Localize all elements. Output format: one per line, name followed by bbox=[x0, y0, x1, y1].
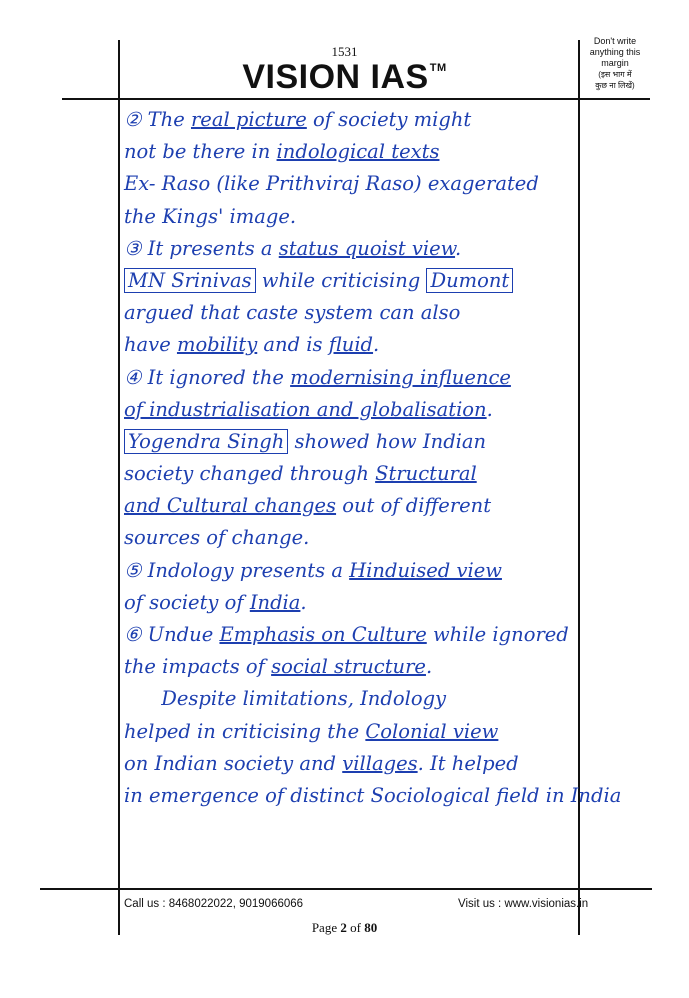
page-sep: of bbox=[346, 920, 365, 935]
boxed-name: MN Srinivas bbox=[124, 268, 256, 293]
answer-text: ② The bbox=[124, 108, 191, 131]
answer-text: . bbox=[455, 236, 462, 260]
answer-text: ③ It presents a bbox=[124, 236, 279, 260]
footer-call: Call us : 8468022022, 9019066066 bbox=[124, 898, 304, 910]
underlined-text: of industrialisation and globalisation bbox=[124, 397, 487, 421]
answer-text: Ex- Raso (like Prithviraj Raso) exagerated bbox=[124, 172, 539, 196]
answer-text: . bbox=[373, 333, 380, 357]
answer-text: showed how Indian bbox=[288, 429, 487, 453]
boxed-name: Dumont bbox=[426, 268, 513, 293]
answer-text: argued that caste system can also bbox=[124, 301, 461, 325]
answer-line bbox=[124, 265, 594, 297]
underlined-text: Emphasis on Culture bbox=[219, 623, 427, 646]
answer-line bbox=[124, 329, 594, 361]
boxed-name: Yogendra Singh bbox=[124, 429, 288, 454]
answer-text: Despite limitations, Indology bbox=[124, 687, 447, 711]
margin-note bbox=[584, 36, 646, 91]
answer-text: of society of bbox=[124, 590, 250, 614]
answer-text: the Kings' image. bbox=[124, 204, 297, 228]
underlined-text: fluid bbox=[328, 333, 374, 357]
answer-line bbox=[124, 490, 594, 522]
margin-note-en-2: anything this bbox=[589, 47, 641, 57]
page-total: 80 bbox=[364, 920, 378, 935]
answer-line bbox=[124, 201, 594, 233]
page-current: 2 bbox=[340, 920, 347, 935]
answer-line bbox=[124, 426, 594, 458]
answer-line bbox=[124, 748, 594, 780]
answer-line bbox=[124, 683, 594, 715]
answer-text: society changed through bbox=[124, 462, 376, 486]
answer-line bbox=[124, 651, 594, 683]
answer-text: . bbox=[486, 397, 493, 421]
answer-line bbox=[124, 233, 594, 265]
answer-text: have bbox=[124, 333, 177, 357]
answer-text: . bbox=[425, 655, 433, 679]
underlined-text: real picture bbox=[190, 108, 307, 131]
answer-text: out of different bbox=[336, 494, 492, 518]
answer-text: not be there in bbox=[124, 140, 277, 164]
answer-line bbox=[124, 458, 594, 490]
margin-note-en-3: margin bbox=[601, 58, 629, 68]
answer-line bbox=[124, 555, 594, 587]
answer-line bbox=[124, 104, 594, 136]
answer-line bbox=[124, 297, 594, 329]
brand-name: VISION IAS bbox=[242, 58, 429, 96]
answer-text: while ignored bbox=[426, 623, 569, 646]
answer-line bbox=[124, 522, 594, 554]
answer-text: . bbox=[300, 590, 307, 614]
answer-text: . It helped bbox=[417, 751, 519, 775]
answer-line bbox=[124, 362, 594, 394]
answer-line bbox=[124, 780, 622, 812]
handwritten-answer bbox=[124, 104, 622, 812]
underlined-text: India bbox=[249, 590, 301, 614]
answer-text: in emergence of distinct Sociological field in India bbox=[124, 783, 622, 807]
answer-text: ⑤ Indology presents a bbox=[124, 558, 350, 582]
answer-line bbox=[124, 136, 594, 168]
answer-line bbox=[124, 168, 594, 200]
underlined-text: indological texts bbox=[276, 140, 440, 164]
answer-line bbox=[124, 394, 594, 426]
answer-text: ④ It ignored the bbox=[124, 365, 291, 389]
underlined-text: Colonial view bbox=[365, 719, 499, 743]
answer-text: helped in criticising the bbox=[124, 719, 366, 743]
answer-text: ⑥ Undue bbox=[124, 623, 220, 646]
answer-text: while criticising bbox=[255, 268, 427, 292]
underlined-text: status quoist view bbox=[278, 236, 456, 260]
underlined-text: Hinduised view bbox=[349, 558, 502, 582]
answer-line bbox=[124, 716, 594, 748]
answer-line bbox=[124, 619, 594, 651]
header-rule bbox=[62, 98, 650, 100]
page-label: Page bbox=[311, 920, 341, 935]
underlined-text: modernising influence bbox=[290, 365, 511, 389]
underlined-text: and Cultural changes bbox=[124, 494, 337, 518]
margin-note-en-1: Don't write bbox=[593, 36, 637, 46]
page-code: 1531 bbox=[331, 44, 358, 59]
answer-text: the impacts of bbox=[124, 655, 272, 679]
answer-text: and is bbox=[257, 333, 329, 357]
footer-visit: Visit us : www.visionias.in bbox=[458, 898, 589, 910]
footer-page-number bbox=[0, 920, 689, 936]
footer-rule bbox=[40, 888, 652, 890]
answer-line bbox=[124, 587, 594, 619]
underlined-text: Structural bbox=[375, 462, 477, 486]
underlined-text: social structure bbox=[271, 655, 426, 679]
underlined-text: villages bbox=[342, 751, 418, 775]
trademark-mark: TM bbox=[429, 62, 447, 74]
underlined-text: mobility bbox=[176, 333, 258, 357]
left-margin-rule bbox=[118, 40, 120, 935]
margin-note-hi-1: (इस भाग में bbox=[598, 70, 632, 79]
margin-note-hi-2: कुछ ना लिखें) bbox=[595, 81, 635, 90]
answer-text: sources of change. bbox=[124, 526, 310, 550]
answer-text: on Indian society and bbox=[124, 751, 343, 775]
answer-text: of society might bbox=[306, 108, 472, 131]
